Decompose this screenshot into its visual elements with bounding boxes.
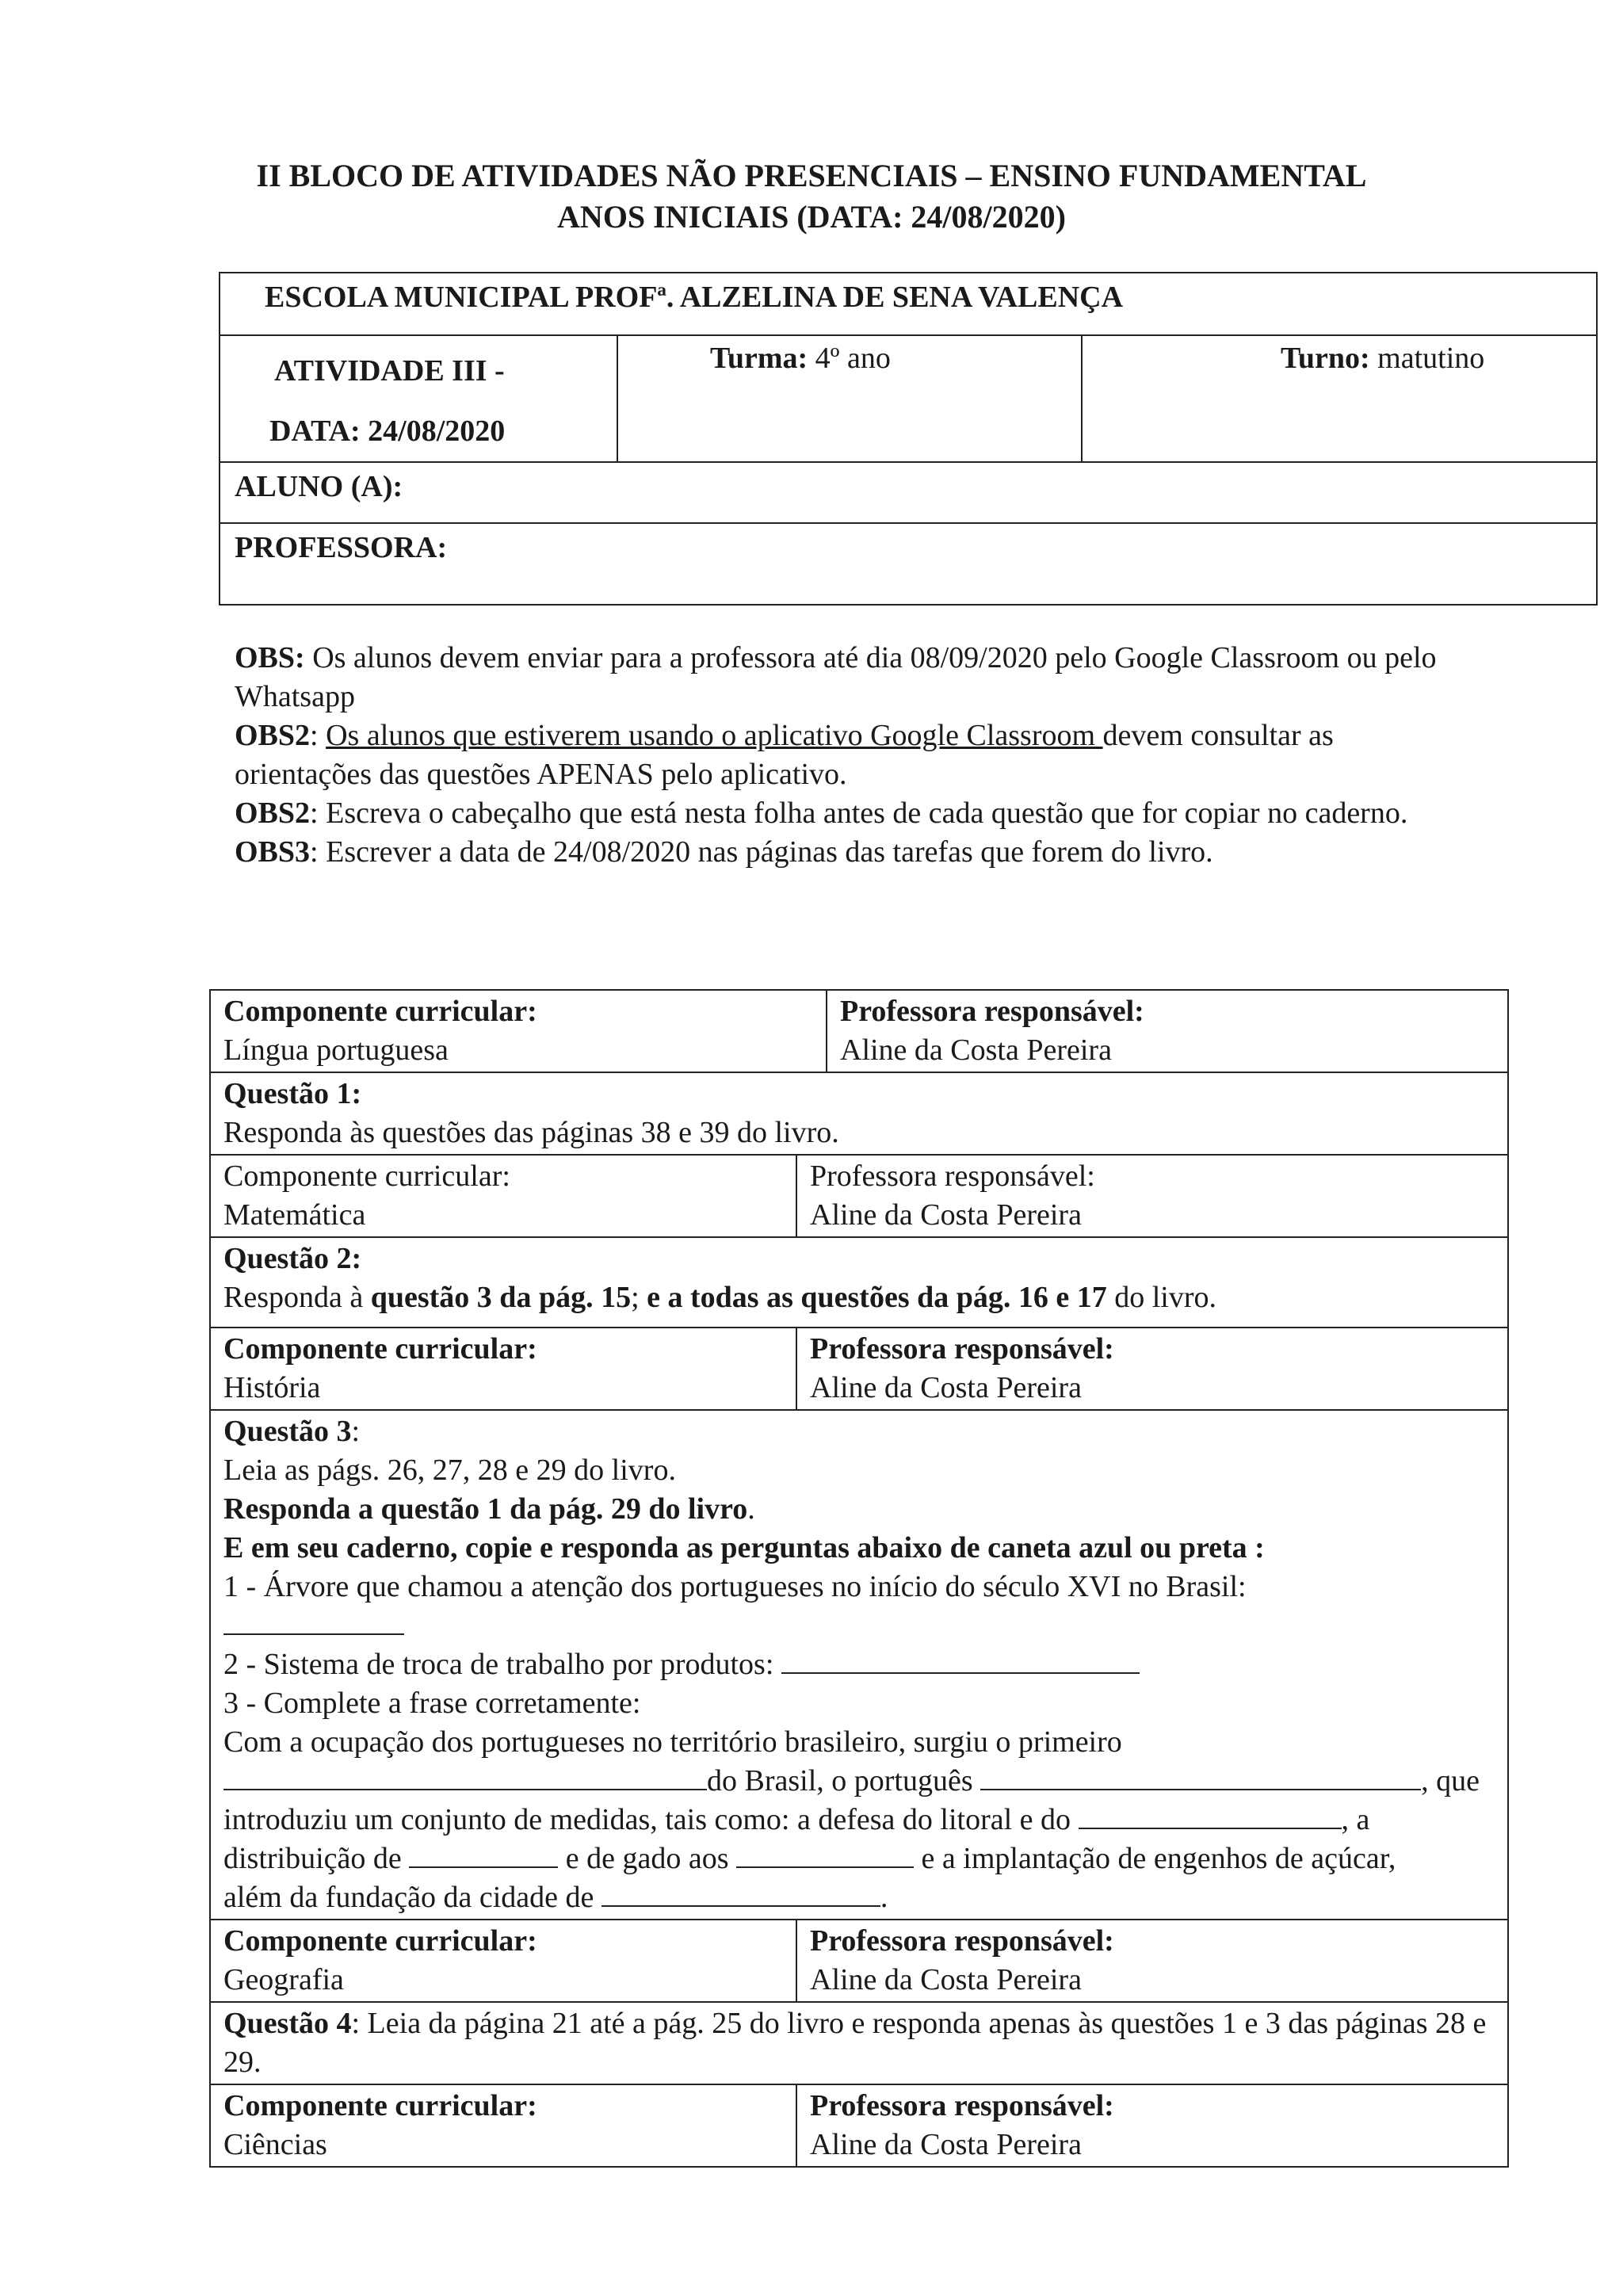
teacher-name: Aline da Costa Pereira [810, 1198, 1082, 1232]
professora-responsavel-label: Professora responsável: [810, 2089, 1114, 2122]
title-line-1: II BLOCO DE ATIVIDADES NÃO PRESENCIAIS – ENSINO FUNDAMENTAL [256, 158, 1367, 193]
q3-line-3: E em seu caderno, copie e responda as perguntas abaixo de caneta azul ou preta : [223, 1531, 1265, 1564]
q3-item-2-line [223, 1645, 1495, 1684]
componente-label: Componente curricular: [223, 1332, 537, 1366]
questao-3-colon: : [351, 1415, 361, 1448]
questao-1-title: Questão 1: [223, 1077, 362, 1110]
turma-label: Turma: [710, 342, 808, 375]
observations [235, 639, 1471, 872]
obs-2b [235, 794, 1471, 833]
q2-part-c: ; [631, 1281, 647, 1314]
answer-blank [223, 1765, 707, 1790]
title-line-2: ANOS INICIAIS (DATA: 24/08/2020) [557, 199, 1066, 235]
q3-item-1: 1 - Árvore que chamou a atenção dos portugueses no início do século XVI no Brasil: [223, 1570, 1247, 1603]
row-questao-1 [210, 1072, 1508, 1155]
professora-responsavel-label: Professora responsável: [810, 1924, 1114, 1958]
q3-sentence-1: Com a ocupação dos portugueses no território brasileiro, surgiu o primeiro [223, 1725, 1122, 1759]
row-questao-4 [210, 2002, 1508, 2084]
q2-part-a: Responda à [223, 1281, 371, 1314]
professora-label: PROFESSORA: [235, 531, 448, 564]
q3-item-3: 3 - Complete a frase corretamente: [223, 1687, 641, 1720]
row-portugues [210, 990, 1508, 1072]
row-matematica [210, 1155, 1508, 1237]
q3-item-2: 2 - Sistema de troca de trabalho por produtos: [223, 1648, 781, 1681]
componente-cell [210, 2084, 796, 2167]
answer-blank [781, 1648, 1140, 1674]
q3-sentence-2b: , que [1421, 1764, 1480, 1797]
q3-sentence-5a: além da fundação da cidade de [223, 1881, 601, 1914]
subject-portugues: Língua portuguesa [223, 1033, 449, 1067]
row-ciencias [210, 2084, 1508, 2167]
q2-part-e: do livro. [1106, 1281, 1217, 1314]
q3-sentence-4c: e a implantação de engenhos de açúcar, [914, 1842, 1396, 1875]
obs-2b-text: : Escreva o cabeçalho que está nesta folha antes de cada questão que for copiar no caderno. [310, 797, 1408, 830]
row-questao-3 [210, 1410, 1508, 1920]
answer-blank [736, 1843, 914, 1868]
questao-2-text [223, 1278, 1495, 1317]
atividade-label: ATIVIDADE III - [274, 354, 505, 388]
teacher-name: Aline da Costa Pereira [810, 2128, 1082, 2161]
componente-cell [210, 990, 827, 1072]
obs-2 [235, 716, 1471, 794]
teacher-name: Aline da Costa Pereira [810, 1963, 1082, 1996]
turno-label: Turno: [1281, 342, 1370, 375]
professora-responsavel-label: Professora responsável: [840, 995, 1144, 1028]
componente-label: Componente curricular: [223, 1159, 510, 1193]
row-historia [210, 1328, 1508, 1410]
componente-label: Componente curricular: [223, 995, 537, 1028]
questao-2-title: Questão 2: [223, 1242, 362, 1275]
q3-line-2 [223, 1490, 1495, 1529]
subject-geografia: Geografia [223, 1963, 344, 1996]
answer-blank [1079, 1804, 1342, 1829]
professora-responsavel-cell [796, 1155, 1508, 1237]
componente-cell [210, 1920, 796, 2002]
questao-4-cell [210, 2002, 1508, 2084]
subject-historia: História [223, 1371, 321, 1404]
questao-1-text: Responda às questões das páginas 38 e 39 do livro. [223, 1116, 839, 1149]
turno-cell [1082, 335, 1597, 462]
professora-responsavel-cell [827, 990, 1508, 1072]
obs-3-label: OBS3 [235, 835, 311, 869]
q3-item-1-answer [223, 1606, 1495, 1645]
teacher-name: Aline da Costa Pereira [810, 1371, 1082, 1404]
q3-sentence-4 [223, 1839, 1495, 1878]
obs-2-text: devem consultar as orientações das questões APENAS pelo aplicativo. [235, 719, 1334, 791]
professora-responsavel-label: Professora responsável: [810, 1332, 1114, 1366]
teacher-name: Aline da Costa Pereira [840, 1033, 1112, 1067]
aluno-cell [220, 462, 1597, 523]
subject-ciencias: Ciências [223, 2128, 327, 2161]
row-questao-2 [210, 1237, 1508, 1328]
componente-label: Componente curricular: [223, 2089, 537, 2122]
questao-1-cell [210, 1072, 1508, 1155]
obs-1-text: Os alunos devem enviar para a professora até dia 08/09/2020 pelo Google Classroom ou pelo Whatsapp [235, 641, 1437, 713]
row-geografia [210, 1920, 1508, 2002]
q3-line-1: Leia as págs. 26, 27, 28 e 29 do livro. [223, 1454, 676, 1487]
questao-2-cell [210, 1237, 1508, 1328]
q2-part-d: e a todas as questões da pág. 16 e 17 [647, 1281, 1107, 1314]
questao-3-title-line [223, 1412, 1495, 1451]
turma-cell [617, 335, 1082, 462]
q3-sentence-3a: introduziu um conjunto de medidas, tais como: a defesa do litoral e do [223, 1803, 1079, 1836]
data-label: DATA: 24/08/2020 [269, 415, 506, 448]
aluno-label: ALUNO (A): [235, 470, 403, 503]
obs-3-text: : Escrever a data de 24/08/2020 nas páginas das tarefas que forem do livro. [310, 835, 1213, 869]
questao-4-text: : Leia da página 21 até a pág. 25 do livro e responda apenas às questões 1 e 3 das páginas 28 e 29. [223, 2007, 1487, 2079]
q3-line-2-end: . [747, 1492, 755, 1526]
school-cell [220, 273, 1597, 335]
q3-sentence-5 [223, 1878, 1495, 1917]
activities-table [209, 989, 1509, 2168]
obs-2-label: OBS2 [235, 719, 311, 752]
q3-sentence-2a: do Brasil, o português [707, 1764, 981, 1797]
obs-2-underlined: Os alunos que estiverem usando o aplicativo Google Classroom [326, 719, 1103, 752]
page-title [0, 155, 1623, 238]
q3-sentence-4b: e de gado aos [558, 1842, 737, 1875]
professora-responsavel-cell [796, 1328, 1508, 1410]
obs-3 [235, 833, 1471, 872]
atividade-cell [220, 335, 617, 462]
header-table [219, 272, 1598, 606]
componente-label: Componente curricular: [223, 1924, 537, 1958]
q3-sentence-2 [223, 1762, 1495, 1801]
questao-4-title: Questão 4 [223, 2007, 352, 2040]
answer-blank [980, 1765, 1421, 1790]
professora-responsavel-label: Professora responsável: [810, 1159, 1095, 1193]
answer-blank [223, 1610, 404, 1635]
turno-value: matutino [1369, 342, 1485, 375]
obs-2b-label: OBS2 [235, 797, 311, 830]
school-name: ESCOLA MUNICIPAL PROFª. ALZELINA DE SENA VALENÇA [265, 281, 1124, 314]
q3-sentence-3 [223, 1801, 1495, 1839]
professora-cell [220, 523, 1597, 605]
obs-2-colon: : [310, 719, 327, 752]
obs-1-label: OBS: [235, 641, 305, 674]
turma-value: 4º ano [808, 342, 891, 375]
questao-3-cell [210, 1410, 1508, 1920]
q3-line-2-bold: Responda a questão 1 da pág. 29 do livro [223, 1492, 748, 1526]
subject-matematica: Matemática [223, 1198, 366, 1232]
professora-responsavel-cell [796, 2084, 1508, 2167]
q3-sentence-3b: , a [1341, 1803, 1370, 1836]
q2-part-b: questão 3 da pág. 15 [370, 1281, 632, 1314]
professora-responsavel-cell [796, 1920, 1508, 2002]
componente-cell [210, 1155, 796, 1237]
q3-sentence-4a: distribuição de [223, 1842, 410, 1875]
componente-cell [210, 1328, 796, 1410]
answer-blank [409, 1843, 558, 1868]
q3-sentence-5b: . [880, 1881, 888, 1914]
answer-blank [601, 1881, 880, 1907]
questao-3-title: Questão 3 [223, 1415, 352, 1448]
obs-1 [235, 639, 1471, 716]
